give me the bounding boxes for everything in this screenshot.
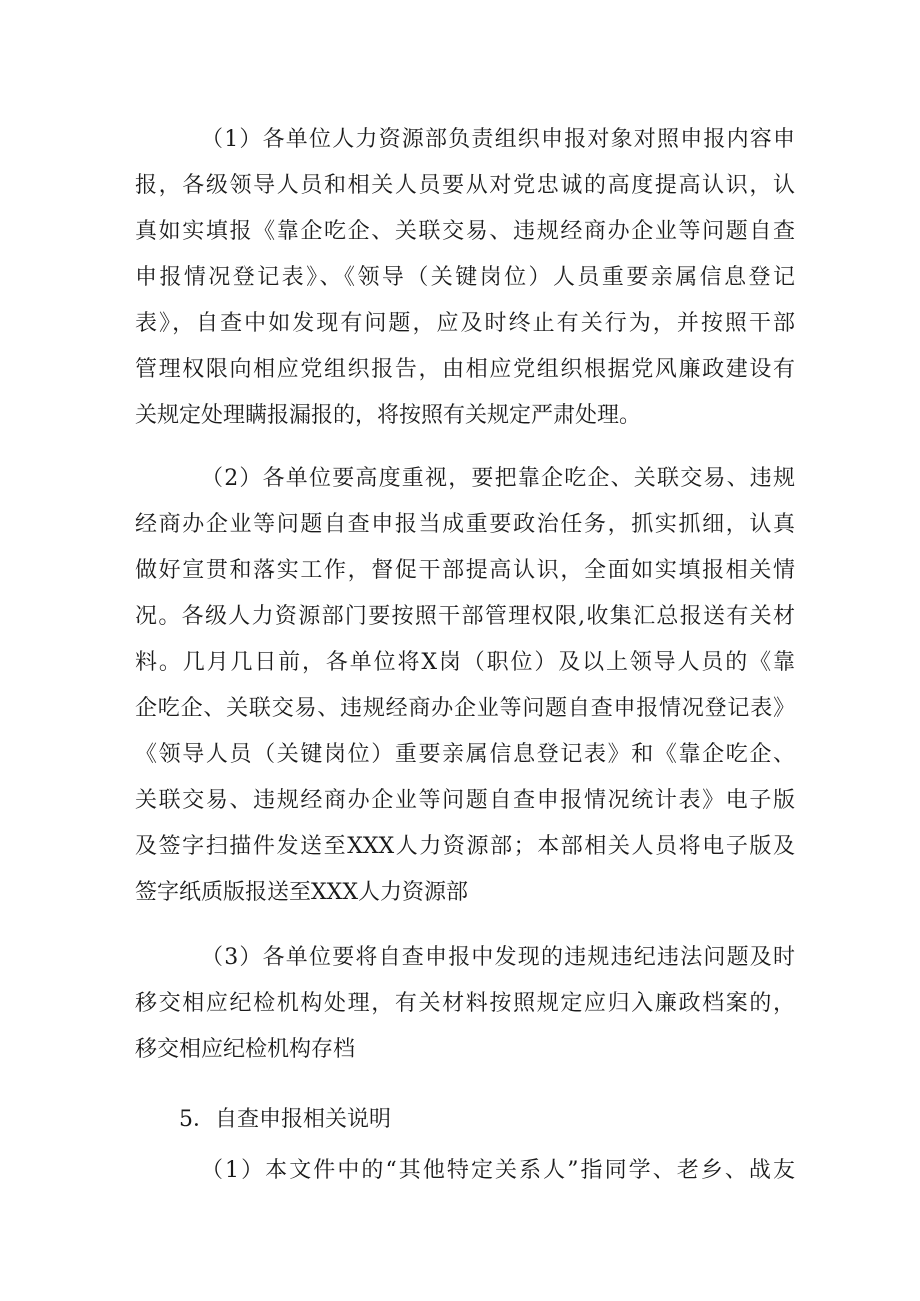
paragraph-line: 料。几月几日前，各单位将X岗（职位）及以上领导人员的《靠 (135, 650, 795, 675)
section-heading-text: 5．自查申报相关说明 (179, 1107, 391, 1132)
paragraph-line: （1）各单位人力资源部负责组织申报对象对照申报内容申 (201, 127, 795, 152)
paragraph-line: 申报情况登记表》、《领导（关键岗位）人员重要亲属信息登记 (135, 265, 795, 290)
paragraph-line: 管理权限向相应党组织报告，由相应党组织根据党风廉政建设有 (135, 357, 795, 382)
paragraph-line: 移交相应纪检机构存档 (135, 1037, 356, 1062)
paragraph-line: 企吃企、关联交易、违规经商办企业等问题自查申报情况登记表》 (135, 696, 795, 721)
paragraph-line: 做好宣贯和落实工作，督促干部提高认识，全面如实填报相关情 (135, 558, 795, 583)
paragraph-1 (135, 117, 795, 439)
paragraph-line: 关联交易、违规经商办企业等问题自查申报情况统计表》电子版 (135, 788, 795, 813)
paragraph-3 (135, 935, 795, 1073)
section-heading (135, 1097, 795, 1143)
paragraph-line: （3）各单位要将自查申报中发现的违规违纪违法问题及时 (201, 945, 795, 970)
paragraph-line: 移交相应纪检机构处理，有关材料按照规定应归入廉政档案的， (135, 991, 795, 1016)
paragraph-line: （2）各单位要高度重视，要把靠企吃企、关联交易、违规 (201, 466, 795, 491)
paragraph-line: 况。各级人力资源部门要按照干部管理权限,收集汇总报送有关材 (135, 604, 795, 629)
paragraph-2 (135, 456, 795, 916)
paragraph-line: （1）本文件中的“其他特定关系人”指同学、老乡、战友 (201, 1158, 795, 1183)
paragraph-line: 真如实填报《靠企吃企、关联交易、违规经商办企业等问题自查 (135, 219, 795, 244)
paragraph-line: 关规定处理瞒报漏报的，将按照有关规定严肃处理。 (135, 403, 642, 428)
paragraph-line: 签字纸质版报送至XXX人力资源部 (135, 880, 468, 905)
paragraph-line: 报，各级领导人员和相关人员要从对党忠诚的高度提高认识，认 (135, 173, 795, 198)
paragraph-line: 《领导人员（关键岗位）重要亲属信息登记表》和《靠企吃企、 (135, 742, 795, 767)
paragraph-line: 表》，自查中如发现有问题，应及时终止有关行为，并按照干部 (135, 311, 795, 336)
paragraph-line: 经商办企业等问题自查申报当成重要政治任务，抓实抓细，认真 (135, 512, 795, 537)
paragraph-line: 及签字扫描件发送至XXX人力资源部；本部相关人员将电子版及 (135, 834, 795, 859)
paragraph-4 (135, 1148, 795, 1194)
